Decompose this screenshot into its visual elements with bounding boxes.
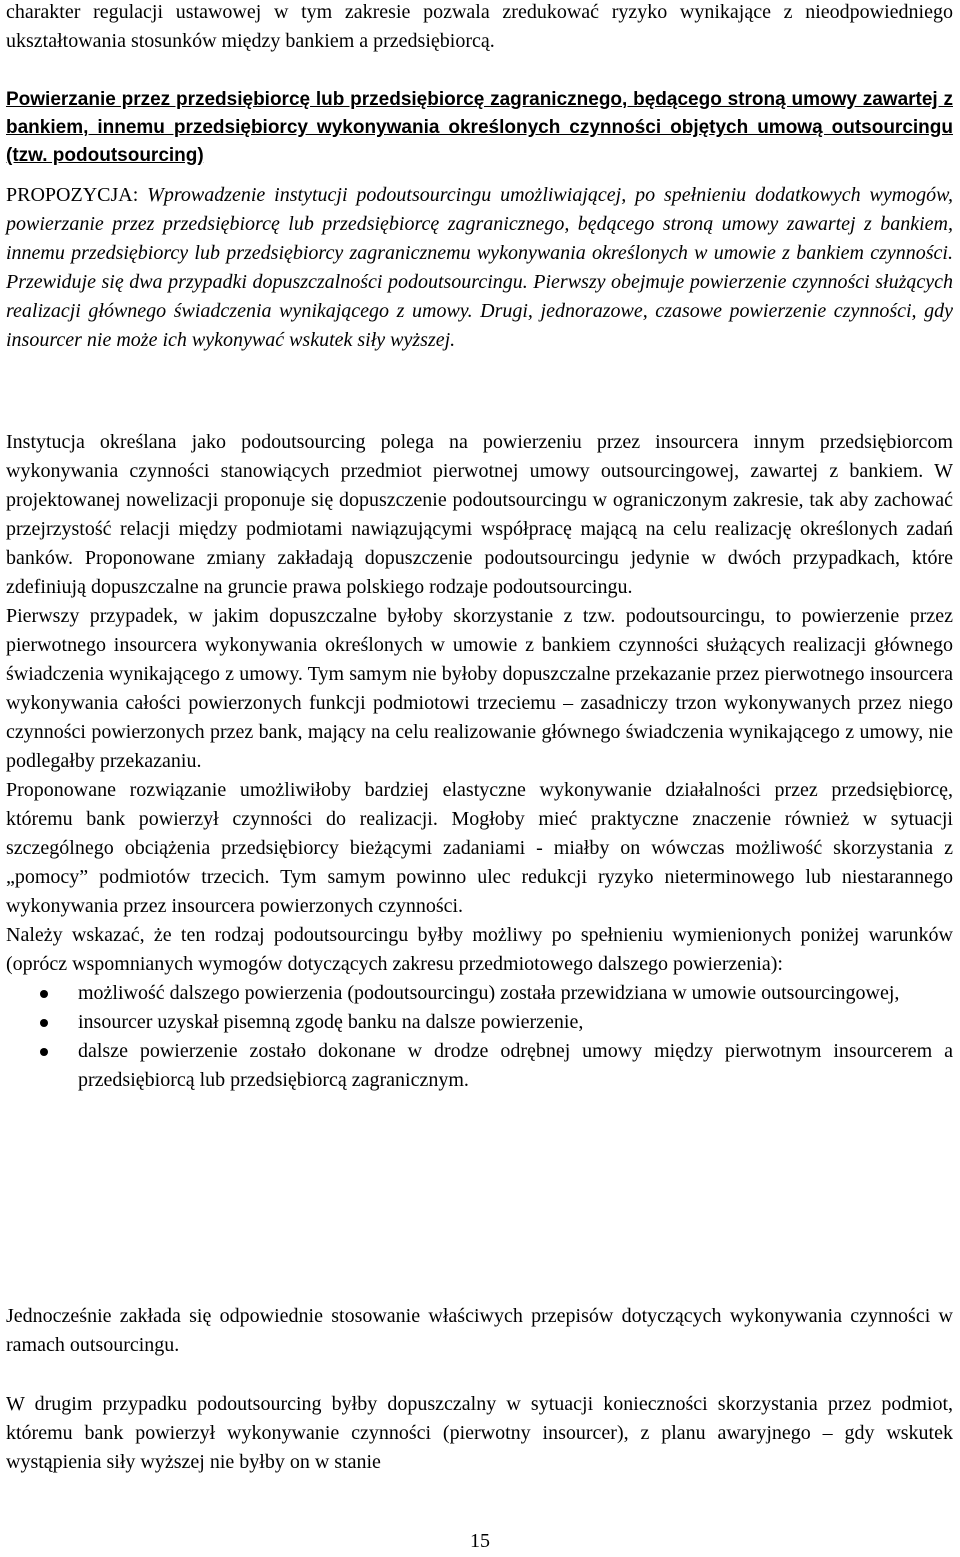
body-paragraph-3: Proponowane rozwiązanie umożliwiłoby bardziej elastyczne wykonywanie działalności przez przedsiębiorcę, któremu bank powierzył czynności do realizacji. Mogłoby mieć praktyczne znaczenie również w sytuacji szczególnego obciążenia przedsiębiorcy bieżącymi zadaniami - miałby on wówczas możliwość skorzystania z „pomocy” podmiotów trzecich. Tym samym powinno ulec redukcji ryzyko nieterminowego lub niestarannego wykonywania przez insourcera powierzonych czynności. bbox=[6, 779, 953, 917]
proposal-paragraph bbox=[6, 181, 953, 355]
conditions-list bbox=[6, 979, 953, 1095]
after-list-paragraph: Jednocześnie zakłada się odpowiednie stosowanie właściwych przepisów dotyczących wykonywania czynności w ramach outsourcingu. bbox=[6, 1305, 953, 1356]
list-item-text: dalsze powierzenie zostało dokonane w drodze odrębnej umowy między pierwotnym insourcerem a przedsiębiorcą lub przedsiębiorcą zagranicznym. bbox=[78, 1040, 953, 1091]
list-item bbox=[6, 1037, 953, 1095]
bullet-icon bbox=[40, 1019, 48, 1027]
proposal-text: Wprowadzenie instytucji podoutsourcingu umożliwiającej, po spełnieniu dodatkowych wymogów, powierzanie przez przedsiębiorcę lub przedsiębiorcę zagranicznego, będącego stroną umowy zawartej z bankiem, innemu przedsiębiorcy lub przedsiębiorcy zagranicznemu wykonywania określonych w umowie z bankiem czynności. Przewiduje się dwa przypadki dopuszczalności podoutsourcingu. Pierwszy obejmuje powierzenie czynności służących realizacji głównego świadczenia wynikającego z umowy. Drugi, jednorazowe, czasowe powierzenie czynności, gdy insourcer nie może ich wykonywać wskutek siły wyższej. bbox=[6, 184, 953, 351]
bullet-icon bbox=[40, 990, 48, 998]
proposal-lead: PROPOZYCJA: bbox=[6, 184, 139, 206]
list-item-text: insourcer uzyskał pisemną zgodę banku na dalsze powierzenie, bbox=[78, 1011, 584, 1033]
closing-paragraph: W drugim przypadku podoutsourcing byłby dopuszczalny w sytuacji konieczności skorzystania przez podmiot, któremu bank powierzył wykonywanie czynności (pierwotny insourcer), z planu awaryjnego – gdy wskutek wystąpienia siły wyższej nie byłby on w stanie bbox=[6, 1393, 953, 1473]
body-paragraph-1: Instytucja określana jako podoutsourcing polega na powierzeniu przez insourcera innym przedsiębiorcom wykonywania czynności stanowiących przedmiot pierwotnej umowy outsourcingowej, zawartej z bankiem. W projektowanej nowelizacji proponuje się dopuszczenie podoutsourcingu w ograniczonym zakresie, tak aby zachować przejrzystość relacji między podmiotami nawiązującymi współpracę mającą na celu realizację określonych zadań banków. Proponowane zmiany zakładają dopuszczenie podoutsourcingu jedynie w dwóch przypadkach, które zdefiniują dopuszczalne na gruncie prawa polskiego rodzaje podoutsourcingu. bbox=[6, 431, 953, 598]
body-paragraph-2: Pierwszy przypadek, w jakim dopuszczalne byłoby skorzystanie z tzw. podoutsourcingu, to powierzenie przez pierwotnego insourcera wykonywania określonych w umowie z bankiem czynności służących realizacji głównego świadczenia wynikającego z umowy. Tym samym nie byłoby dopuszczalne przekazanie przez pierwotnego insourcera wykonywania całości powierzonych funkcji podmiotowi trzeciemu – zasadniczy trzon wykonywanych przez niego czynności powierzonych przez bank, mający na celu realizowanie głównego świadczenia wynikającego z umowy, nie podlegałby przekazaniu. bbox=[6, 605, 953, 772]
bullet-icon bbox=[40, 1048, 48, 1056]
page-number: 15 bbox=[470, 1530, 490, 1552]
intro-paragraph: charakter regulacji ustawowej w tym zakresie pozwala zredukować ryzyko wynikające z nieodpowiedniego ukształtowania stosunków między bankiem a przedsiębiorcą. bbox=[6, 1, 953, 52]
list-item-text: możliwość dalszego powierzenia (podoutsourcingu) została przewidziana w umowie outsourcingowej, bbox=[78, 982, 900, 1004]
main-body bbox=[6, 428, 953, 1095]
section-heading: Powierzanie przez przedsiębiorcę lub przedsiębiorcę zagranicznego, będącego stroną umowy zawartej z bankiem, innemu przedsiębiorcy wykonywania określonych czynności objętych umową outsourcingu (tzw. podoutsourcing) bbox=[6, 89, 953, 166]
list-item bbox=[6, 1008, 953, 1037]
list-item bbox=[6, 979, 953, 1008]
body-paragraph-4: Należy wskazać, że ten rodzaj podoutsourcingu byłby możliwy po spełnieniu wymienionych poniżej warunków (oprócz wspomnianych wymogów dotyczących zakresu przedmiotowego dalszego powierzenia): bbox=[6, 924, 953, 975]
